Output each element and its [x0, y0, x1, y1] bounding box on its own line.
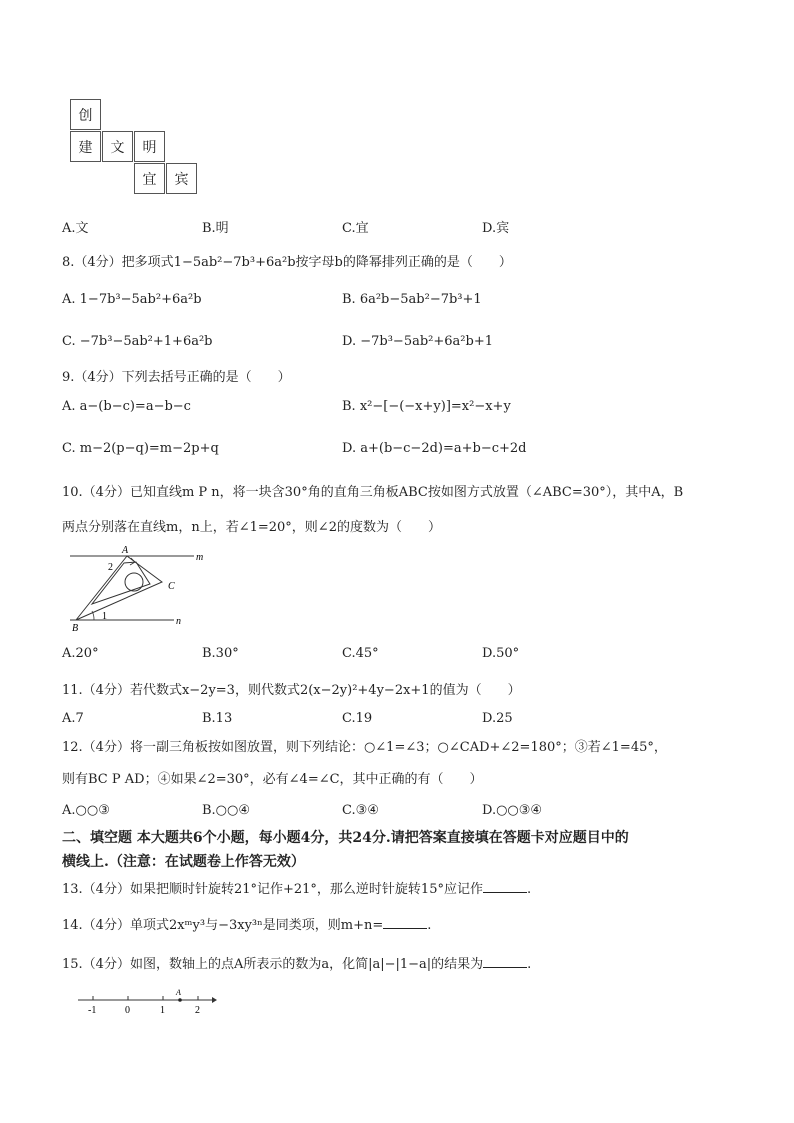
label-m: m: [196, 552, 204, 563]
net-cell: 创: [70, 99, 101, 130]
q9-option-a: A. a−(b−c)=a−b−c: [62, 399, 191, 414]
q9-stem: 9.（4分）下列去括号正确的是（ ）: [62, 370, 291, 385]
q15-stem: [62, 953, 531, 972]
label-c: C: [168, 581, 175, 592]
label-b: B: [72, 623, 79, 634]
q11-option-a: A.7: [62, 711, 84, 726]
q7-option-d: D.宾: [482, 221, 510, 236]
q8-option-c: C. −7b³−5ab²+1+6a²b: [62, 334, 213, 349]
q15-number-line: [74, 986, 224, 1018]
triangle-hole: [125, 573, 143, 591]
q8-option-d: D. −7b³−5ab²+6a²b+1: [342, 334, 493, 349]
label-angle2: 2: [108, 562, 113, 573]
triangle-inner: [92, 562, 150, 604]
q14-end: .: [427, 918, 432, 933]
q7-option-a: A.文: [62, 221, 89, 236]
q10-option-b: B.30°: [202, 646, 239, 661]
q10-option-c: C.45°: [342, 646, 379, 661]
triangle-abc: [76, 556, 162, 620]
q14-stem: [62, 914, 431, 933]
tick-label: -1: [88, 1005, 97, 1016]
net-cell: 建: [70, 131, 101, 162]
label-a: A: [122, 545, 129, 556]
label-angle1: 1: [102, 611, 107, 622]
point-a: [178, 998, 182, 1002]
label-n: n: [176, 616, 181, 627]
q12-option-a: A.○○③: [62, 803, 110, 818]
net-cell: 宜: [134, 163, 165, 194]
q10-option-a: A.20°: [62, 646, 99, 661]
q12-option-d: D.○○③④: [482, 803, 543, 818]
q11-stem: 11.（4分）若代数式x−2y=3，则代数式2(x−2y)²+4y−2x+1的值为（ ）: [62, 683, 521, 698]
q10-option-d: D.50°: [482, 646, 520, 661]
q7-option-c: C.宜: [342, 221, 369, 236]
net-cell: 文: [102, 131, 133, 162]
q8-stem: 8.（4分）把多项式1−5ab²−7b³+6a²b按字母b的降幂排列正确的是（ ）: [62, 255, 512, 270]
point-a-label: A: [176, 988, 181, 997]
q11-option-c: C.19: [342, 711, 373, 726]
q12-stem-line2: 则有BC P AD；④如果∠2=30°，必有∠4=∠C，其中正确的有（ ）: [62, 772, 483, 787]
q9-option-c: C. m−2(p−q)=m−2p+q: [62, 441, 219, 456]
net-cell: 宾: [166, 163, 197, 194]
q15-end: .: [527, 957, 532, 972]
axis-arrow-icon: [212, 997, 217, 1003]
tick-label: 0: [125, 1005, 130, 1016]
q10-stem-line1: 10.（4分）已知直线m P n，将一块含30°角的直角三角板ABC按如图方式放置（∠ABC=30°），其中A，B: [62, 485, 684, 500]
tick-label: 2: [195, 1005, 200, 1016]
q9-option-d: D. a+(b−c−2d)=a+b−c+2d: [342, 441, 527, 456]
q14-answer-blank: [383, 916, 427, 929]
section2-heading-line1: 二、填空题 本大题共6个小题，每小题4分，共24分.请把答案直接填在答题卡对应题目中的: [62, 830, 629, 846]
q11-option-d: D.25: [482, 711, 513, 726]
q12-option-b: B.○○④: [202, 803, 251, 818]
section2-heading-line2: 横线上.（注意：在试题卷上作答无效）: [62, 854, 305, 870]
q8-option-a: A. 1−7b³−5ab²+6a²b: [62, 292, 202, 307]
tick-label: 1: [160, 1005, 165, 1016]
q12-stem-line1: 12.（4分）将一副三角板按如图放置，则下列结论：○∠1=∠3；○∠CAD+∠2=180°；③若∠1=45°，: [62, 740, 667, 755]
net-cell: 明: [134, 131, 165, 162]
q13-stem: [62, 878, 531, 897]
q13-end: .: [526, 882, 532, 897]
q9-option-b: B. x²−[−(−x+y)]=x²−x+y: [342, 399, 511, 414]
q15-answer-blank: [483, 955, 527, 968]
q10-stem-line2: 两点分别落在直线m，n上，若∠1=20°，则∠2的度数为（ ）: [62, 520, 441, 535]
q8-option-b: B. 6a²b−5ab²−7b³+1: [342, 292, 482, 307]
q10-triangle-figure: [64, 544, 214, 634]
q14-text: 14.（4分）单项式2xᵐy³与−3xy³ⁿ是同类项，则m+n=: [62, 918, 384, 933]
q15-text: 15.（4分）如图，数轴上的点A所表示的数为a，化简|a|−|1−a|的结果为: [62, 957, 484, 972]
q13-text: 13.（4分）如果把顺时针旋转21°记作+21°，那么逆时针旋转15°应记作: [62, 882, 483, 897]
q11-option-b: B.13: [202, 711, 233, 726]
q7-option-b: B.明: [202, 221, 229, 236]
q12-option-c: C.③④: [342, 803, 379, 818]
q13-answer-blank: [483, 880, 527, 893]
